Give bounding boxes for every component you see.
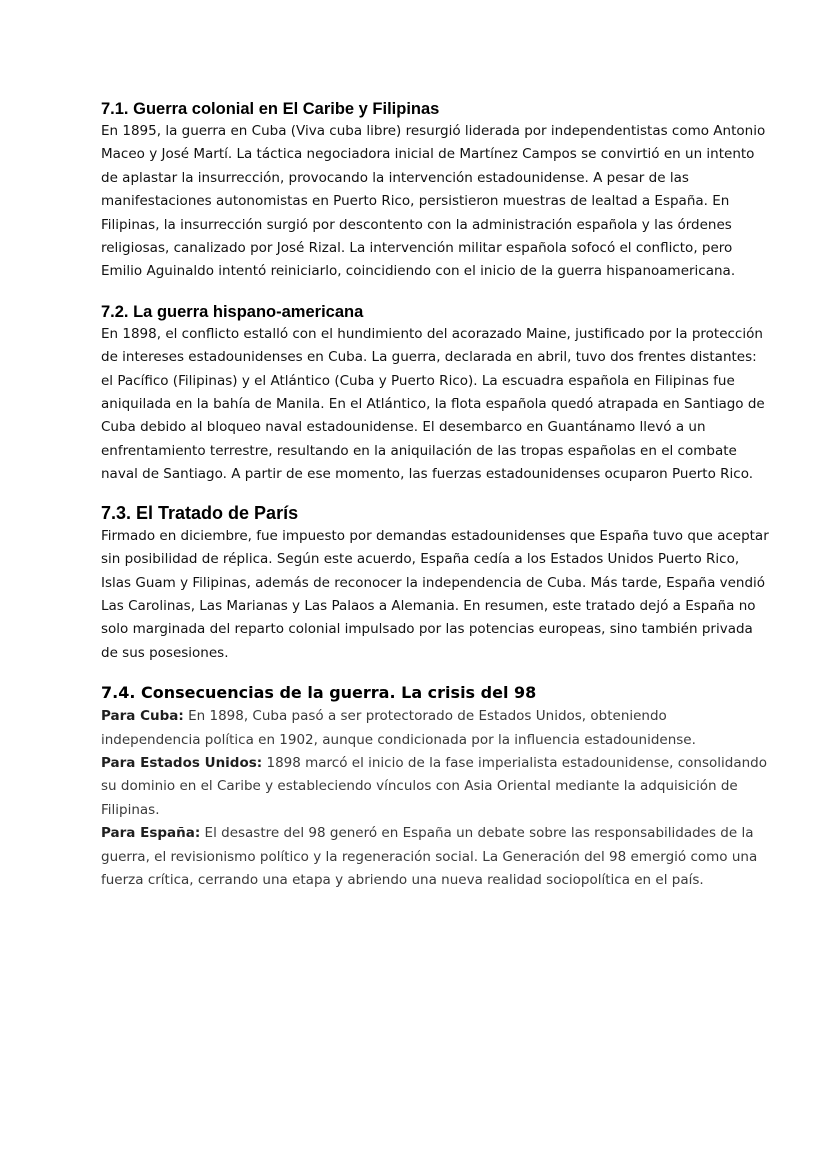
consequence-label: Para España: [101,825,201,842]
section-guerra-colonial [101,98,769,284]
section-paragraph: En 1898, el conflicto estalló con el hundimiento del acorazado Maine, justificado por la protección de intereses estadounidenses en Cuba. La guerra, declarada en abril, tuvo dos frentes distantes: el Pacífico (Filipinas) y el Atlántico (Cuba y Puerto Rico). La escuadra española en Filipinas fue aniquilada en la bahía de Manila. En el Atlántico, la flota española quedó atrapada en Santiago de Cuba debido al bloqueo naval estadounidense. El desembarco en Guantánamo llevó a un enfrentamiento terrestre, resultando en la aniquilación de las tropas españolas en el combate naval de Santiago. A partir de ese momento, las fuerzas estadounidenses ocuparon Puerto Rico. [101,325,765,483]
section-heading: 7.4. Consecuencias de la guerra. La crisis del 98 [101,683,537,703]
section-tratado-de-paris [101,501,769,665]
consequence-paragraph-espana [101,822,769,892]
consequence-paragraph-cuba [101,705,769,752]
consequence-label: Para Estados Unidos: [101,754,263,771]
section-consecuencias [101,681,769,892]
section-heading: 7.2. La guerra hispano-americana [101,302,364,321]
section-heading: 7.3. El Tratado de París [101,502,299,523]
consequence-paragraph-estados-unidos [101,752,769,822]
section-guerra-hispano-americana [101,301,769,487]
consequence-label: Para Cuba: [101,708,184,725]
section-heading: 7.1. Guerra colonial en El Caribe y Filipinas [101,100,440,118]
section-paragraph: Firmado en diciembre, fue impuesto por demandas estadounidenses que España tuvo que aceptar sin posibilidad de réplica. Según este acuerdo, España cedía a los Estados Unidos Puerto Rico, Islas Guam y Filipinas, además de reconocer la independencia de Cuba. Más tarde, España vendió Las Carolinas, Las Marianas y Las Palaos a Alemania. En resumen, este tratado dejó a España no solo marginada del reparto colonial impulsado por las potencias europeas, sino también privada de sus posesiones. [101,527,769,661]
consequence-text: El desastre del 98 generó en España un debate sobre las responsabilidades de la guerra, el revisionismo político y la regeneración social. La Generación del 98 emergió como una fuerza crítica, cerrando una etapa y abriendo una nueva realidad sociopolítica en el país. [101,825,758,888]
document-page [101,98,769,892]
section-paragraph: En 1895, la guerra en Cuba (Viva cuba libre) resurgió liderada por independentistas como Antonio Maceo y José Martí. La táctica negociadora inicial de Martínez Campos se convirtió en un intento de aplastar la insurrección, provocando la intervención estadounidense. A pesar de las manifestaciones autonomistas en Puerto Rico, persistieron muestras de lealtad a España. En Filipinas, la insurrección surgió por descontento con la administración española y las órdenes religiosas, canalizado por José Rizal. La intervención militar española sofocó el conflicto, pero Emilio Aguinaldo intentó reiniciarlo, coincidiendo con el inicio de la guerra hispanoamericana. [101,123,766,280]
consequence-text: En 1898, Cuba pasó a ser protectorado de Estados Unidos, obteniendo independencia política en 1902, aunque condicionada por la influencia estadounidense. [101,708,696,748]
consequence-text: 1898 marcó el inicio de la fase imperialista estadounidense, consolidando su dominio en el Caribe y estableciendo vínculos con Asia Oriental mediante la adquisición de Filipinas. [101,754,767,818]
